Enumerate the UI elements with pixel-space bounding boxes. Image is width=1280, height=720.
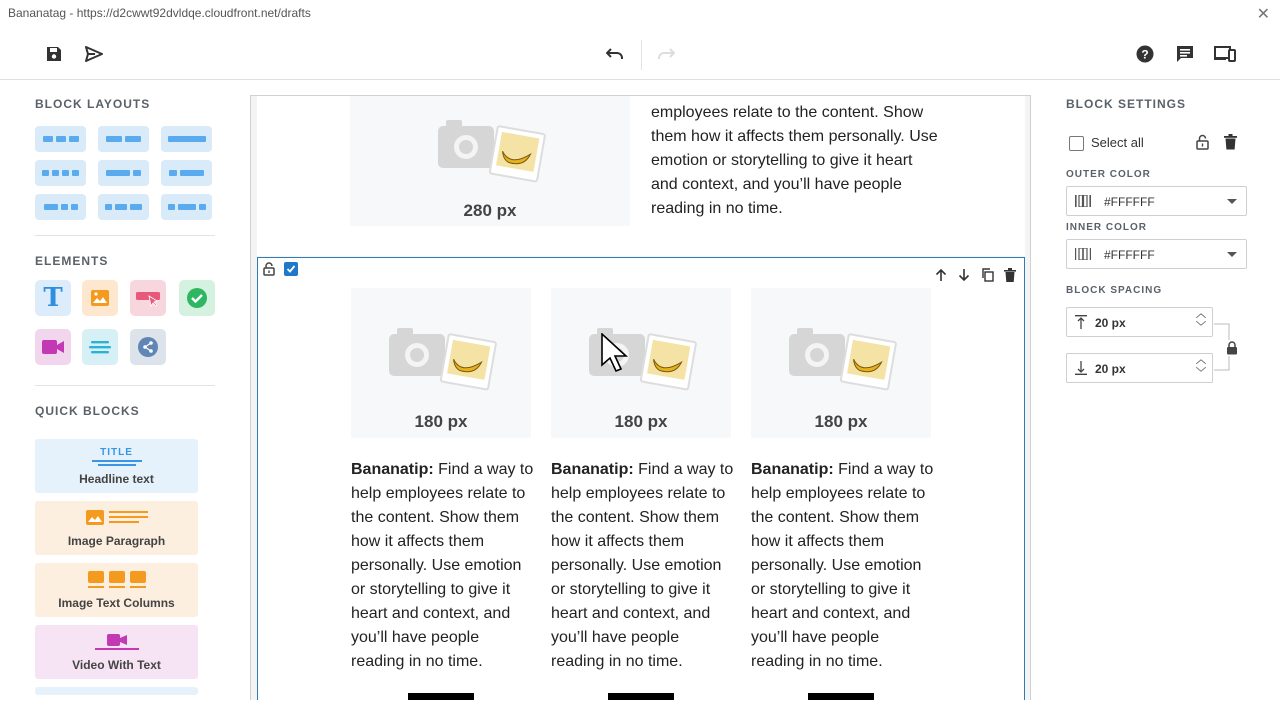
button-element-button[interactable]	[130, 280, 166, 316]
close-icon[interactable]: ✕	[1256, 6, 1270, 23]
image-columns-icon	[35, 569, 198, 591]
checkmark-icon	[286, 264, 296, 274]
chevron-up-icon[interactable]: ︿	[1196, 309, 1206, 320]
image-placeholder[interactable]	[551, 288, 731, 438]
headline-icon	[35, 445, 198, 467]
image-element-button[interactable]	[82, 280, 118, 316]
inner-padding-icon	[1075, 248, 1091, 260]
arrow-up-icon[interactable]	[933, 267, 949, 283]
outer-color-select[interactable]	[1066, 186, 1247, 216]
inner-color-select[interactable]	[1066, 239, 1247, 269]
spacing-top-value: 20 px	[1095, 316, 1126, 330]
outer-color-label: OUTER COLOR	[1066, 169, 1151, 180]
lock-open-icon[interactable]	[1194, 134, 1210, 150]
placeholder-photo-icon	[389, 328, 499, 394]
image-size-label: 180 px	[614, 412, 668, 431]
trash-icon[interactable]	[1222, 134, 1238, 150]
placeholder-photo-icon	[789, 328, 899, 394]
check-element-button[interactable]	[179, 280, 215, 316]
button-placeholder[interactable]	[408, 693, 474, 700]
button-icon	[136, 289, 160, 307]
help-icon[interactable]	[1133, 42, 1157, 66]
video-element-button[interactable]	[35, 329, 71, 365]
layout-wide-narrow[interactable]	[98, 160, 149, 186]
image-placeholder[interactable]	[351, 288, 531, 438]
chevron-down-icon	[1227, 199, 1237, 204]
right-sidebar	[1040, 81, 1280, 720]
layout-wide-two-narrow[interactable]	[35, 194, 86, 220]
layout-narrow-wide-narrow[interactable]	[161, 194, 212, 220]
svg-text:?: ?	[1141, 47, 1149, 62]
comment-icon[interactable]	[1173, 42, 1197, 66]
left-sidebar	[0, 81, 240, 720]
spacing-bottom-icon	[1074, 360, 1088, 376]
spacing-top-input[interactable]	[1066, 307, 1213, 337]
chevron-down-icon[interactable]: ﹀	[1196, 368, 1206, 379]
image-placeholder[interactable]	[350, 96, 630, 226]
toolbar	[0, 28, 1280, 80]
send-icon[interactable]	[82, 42, 106, 66]
chevron-down-icon[interactable]: ﹀	[1196, 322, 1206, 333]
tip-label: Bananatip:	[351, 461, 434, 478]
image-size-label: 180 px	[814, 412, 868, 431]
select-all-checkbox[interactable]	[1069, 136, 1084, 151]
tip-label: Bananatip:	[551, 461, 634, 478]
select-all-label[interactable]: Select all	[1091, 135, 1144, 150]
divider	[35, 235, 215, 236]
trash-icon[interactable]	[1002, 267, 1018, 283]
quick-block-label: Image Paragraph	[67, 534, 166, 548]
spacing-bottom-input[interactable]	[1066, 353, 1213, 383]
mouse-cursor-icon	[601, 333, 629, 373]
divider-icon	[89, 340, 111, 354]
quick-block-image-paragraph[interactable]	[35, 501, 198, 555]
layout-three-columns[interactable]	[35, 126, 86, 152]
placeholder-photo-icon	[438, 120, 548, 186]
video-text-icon	[35, 631, 198, 653]
social-element-button[interactable]	[130, 329, 166, 365]
column-paragraph[interactable]	[751, 458, 936, 674]
redo-icon[interactable]	[654, 42, 678, 66]
column-paragraph[interactable]	[351, 458, 536, 674]
layout-two-columns[interactable]	[98, 126, 149, 152]
quick-blocks-title: QUICK BLOCKS	[35, 404, 140, 418]
inner-color-label: INNER COLOR	[1066, 222, 1147, 233]
lock-closed-icon[interactable]	[1224, 340, 1240, 356]
check-circle-icon	[187, 288, 207, 308]
undo-icon[interactable]	[603, 42, 627, 66]
tip-text: Find a way to help employees relate to the content. Show them how it affects them personally. Use emotion or storytelling to give it heart and context, and you’ll have people reading in no time.	[751, 461, 934, 670]
text-element-button[interactable]	[35, 280, 71, 316]
quick-block-image-text-columns[interactable]	[35, 563, 198, 617]
divider	[35, 385, 215, 386]
devices-icon[interactable]	[1213, 42, 1237, 66]
tip-text: Find a way to help employees relate to the content. Show them how it affects them personally. Use emotion or storytelling to give it heart and context, and you’ll have people reading in no time.	[351, 461, 534, 670]
image-placeholder[interactable]	[751, 288, 931, 438]
window-title: Bananatag - https://d2cwwt92dvldqe.cloudfront.net/drafts	[8, 6, 311, 20]
image-size-label: 280 px	[463, 201, 517, 220]
quick-block-partial[interactable]	[35, 687, 198, 695]
chevron-up-icon[interactable]: ︿	[1196, 355, 1206, 366]
layout-one-column[interactable]	[161, 126, 212, 152]
button-placeholder[interactable]	[808, 693, 874, 700]
quick-block-headline[interactable]	[35, 439, 198, 493]
spacing-top-icon	[1074, 314, 1088, 330]
quick-block-label: Headline text	[79, 472, 154, 486]
paragraph-text[interactable]: employees relate to the content. Show them how it affects them personally. Use emotion or storytelling to give it heart and context, and you’ll have people reading in no time.	[651, 104, 938, 217]
button-placeholder[interactable]	[608, 693, 674, 700]
image-size-label: 180 px	[414, 412, 468, 431]
arrow-down-icon[interactable]	[956, 267, 972, 283]
block-settings-title: BLOCK SETTINGS	[1066, 97, 1187, 111]
spacing-bottom-value: 20 px	[1095, 362, 1126, 376]
lock-open-icon[interactable]	[261, 261, 277, 277]
text-icon: T	[43, 283, 63, 313]
quick-block-label: Image Text Columns	[58, 596, 175, 610]
selected-block[interactable]	[257, 257, 1025, 700]
chevron-down-icon	[1227, 252, 1237, 257]
video-icon	[42, 340, 64, 354]
block-spacing-label: BLOCK SPACING	[1066, 285, 1163, 296]
column-paragraph[interactable]	[551, 458, 736, 674]
email-canvas	[250, 95, 1031, 700]
image-icon	[91, 290, 109, 306]
inner-color-value: #FFFFFF	[1104, 248, 1155, 262]
divider-element-button[interactable]	[82, 329, 118, 365]
tip-text: Find a way to help employees relate to the content. Show them how it affects them personally. Use emotion or storytelling to give it heart and context, and you’ll have people reading in no time.	[551, 461, 734, 670]
save-icon[interactable]	[42, 42, 66, 66]
tip-label: Bananatip:	[751, 461, 834, 478]
email-block-top[interactable]	[257, 96, 1025, 256]
toolbar-divider	[641, 40, 642, 70]
window-titlebar	[0, 0, 1280, 26]
elements-title: ELEMENTS	[35, 254, 109, 268]
block-layouts-title: BLOCK LAYOUTS	[35, 97, 151, 111]
stepper-arrows[interactable]	[1190, 354, 1212, 382]
image-paragraph-icon	[35, 507, 198, 529]
duplicate-icon[interactable]	[979, 267, 995, 283]
stepper-arrows[interactable]	[1190, 308, 1212, 336]
headline-art-text: TITLE	[100, 446, 133, 458]
layout-narrow-two-wide[interactable]	[98, 194, 149, 220]
quick-block-label: Video With Text	[72, 658, 161, 672]
layout-narrow-wide[interactable]	[161, 160, 212, 186]
block-checkbox[interactable]	[284, 262, 298, 276]
share-icon	[138, 337, 158, 357]
layout-four-columns[interactable]	[35, 160, 86, 186]
quick-block-video-with-text[interactable]	[35, 625, 198, 679]
outer-color-value: #FFFFFF	[1104, 195, 1155, 209]
outer-padding-icon	[1075, 195, 1091, 207]
